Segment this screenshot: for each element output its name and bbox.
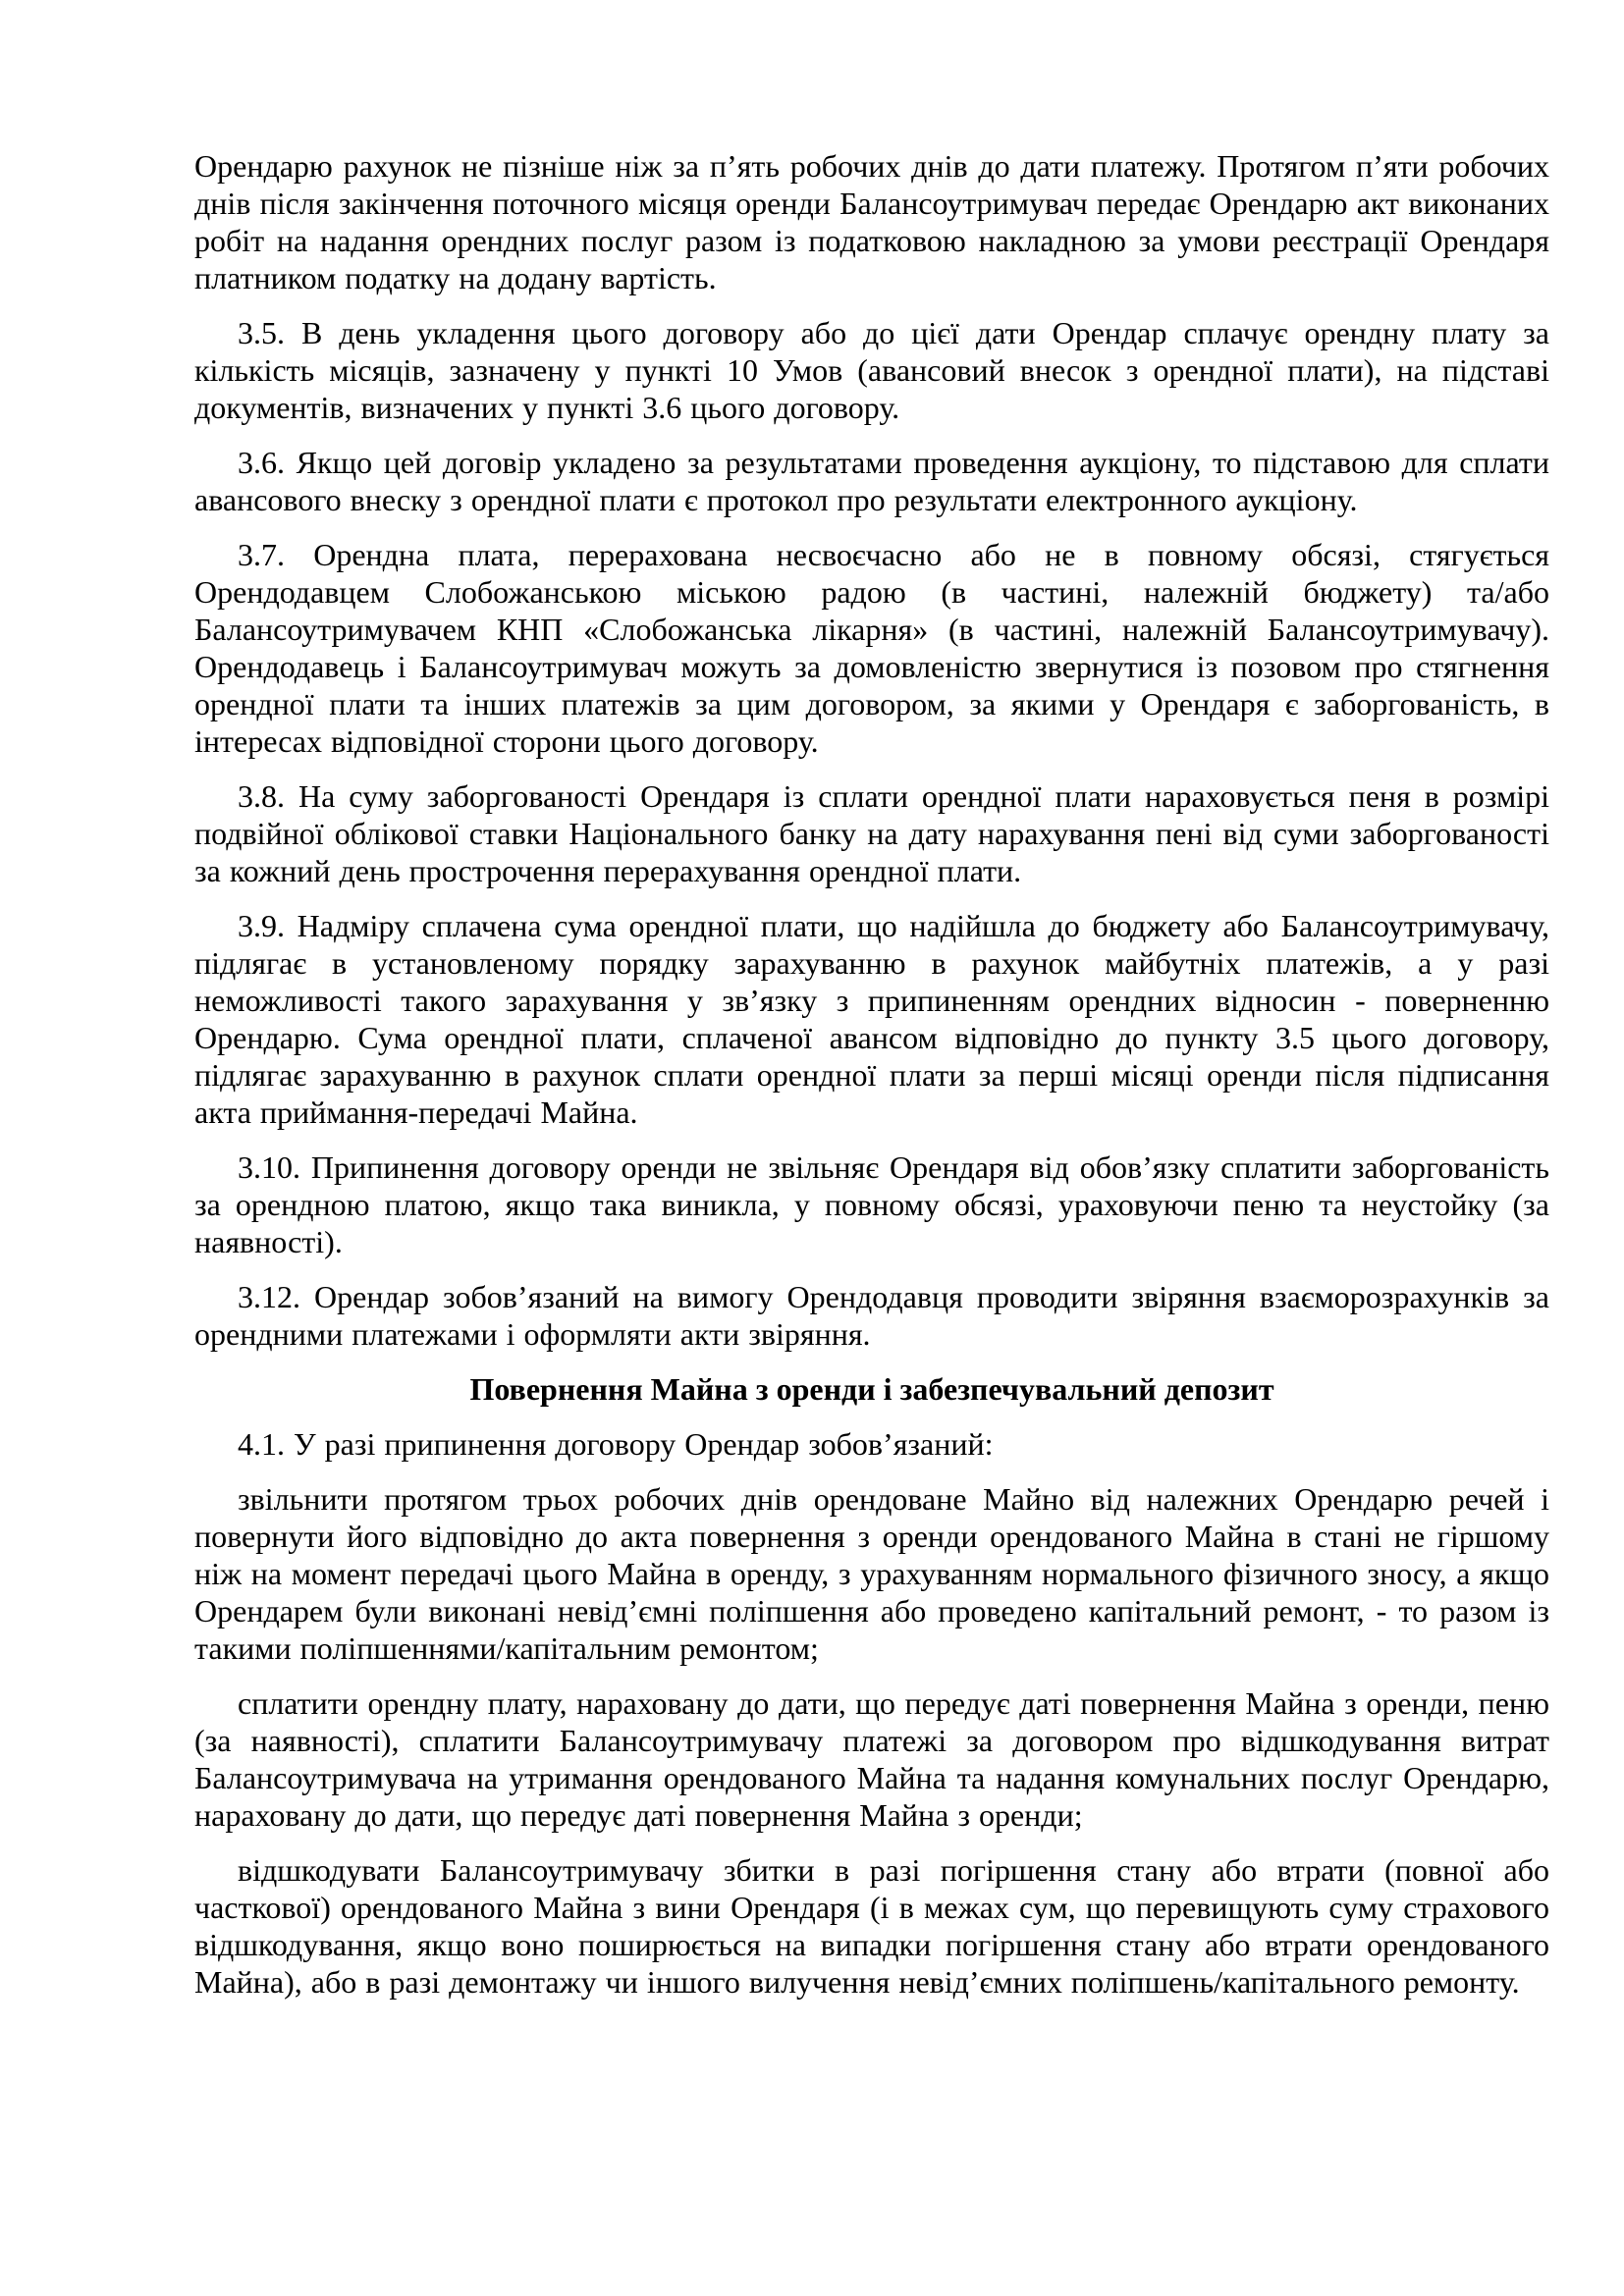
paragraph-3-6: 3.6. Якщо цей договір укладено за результатами проведення аукціону, то підставою для сплати авансового внеску з орендної плати є протокол про результати електронного аукціону.	[194, 445, 1549, 517]
paragraph-4-1: 4.1. У разі припинення договору Орендар зобов’язаний:	[238, 1426, 994, 1462]
paragraph-3-9: 3.9. Надміру сплачена сума орендної плати, що надійшла до бюджету або Балансоутримувачу, підлягає в установленому порядку зарахуванню в рахунок майбутніх платежів, а у разі неможливості такого зарахування у зв’язку з припиненням орендних відносин - поверненню Орендарю. Сума орендної плати, сплаченої авансом відповідно до пункту 3.5 цього договору, підлягає зарахуванню в рахунок сплати орендної плати за перші місяці оренди після підписання акта приймання-передачі Майна.	[194, 908, 1549, 1130]
paragraph-release-property: звільнити протягом трьох робочих днів орендоване Майно від належних Орендарю речей і повернути його відповідно до акта повернення з оренди орендованого Майна в стані не гіршому ніж на момент передачі цього Майна в оренду, з урахуванням нормального фізичного зносу, а якщо Орендарем були виконані невід’ємні поліпшення або проведено капітальний ремонт, - то разом із такими поліпшеннями/капітальним ремонтом;	[194, 1481, 1549, 1666]
section-heading-return-of-property: Повернення Майна з оренди і забезпечувальний депозит	[469, 1371, 1274, 1407]
paragraph-3-8: 3.8. На суму заборгованості Орендаря із сплати орендної плати нараховується пеня в розмірі подвійної облікової ставки Національного банку на дату нарахування пені від суми заборгованості за кожний день прострочення перерахування орендної плати.	[194, 778, 1549, 888]
paragraph-3-12: 3.12. Орендар зобов’язаний на вимогу Орендодавця проводити звіряння взаєморозрахунків за орендними платежами і оформляти акти звіряння.	[194, 1279, 1549, 1352]
paragraph-continuation: Орендарю рахунок не пізніше ніж за п’ять робочих днів до дати платежу. Протягом п’яти робочих днів після закінчення поточного місяця оренди Балансоутримувач передає Орендарю акт виконаних робіт на надання орендних послуг разом із податковою накладною за умови реєстрації Орендаря платником податку на додану вартість.	[194, 148, 1549, 295]
paragraph-3-10: 3.10. Припинення договору оренди не звільняє Орендаря від обов’язку сплатити заборгованість за орендною платою, якщо така виникла, у повному обсязі, ураховуючи пеню та неустойку (за наявності).	[194, 1149, 1549, 1259]
paragraph-pay-rent: сплатити орендну плату, нараховану до дати, що передує даті повернення Майна з оренди, пеню (за наявності), сплатити Балансоутримувачу платежі за договором про відшкодування витрат Балансоутримувача на утримання орендованого Майна та надання комунальних послуг Орендарю, нараховану до дати, що передує даті повернення Майна з оренди;	[194, 1685, 1549, 1833]
paragraph-compensate-losses: відшкодувати Балансоутримувачу збитки в разі погіршення стану або втрати (повної або часткової) орендованого Майна з вини Орендаря (і в межах сум, що перевищують суму страхового відшкодування, якщо воно поширюється на випадки погіршення стану або втрати орендованого Майна), або в разі демонтажу чи іншого вилучення невід’ємних поліпшень/капітального ремонту.	[194, 1852, 1549, 2000]
paragraph-3-5: 3.5. В день укладення цього договору або до цієї дати Орендар сплачує орендну плату за кількість місяців, зазначену у пункті 10 Умов (авансовий внесок з орендної плати), на підставі документів, визначених у пункті 3.6 цього договору.	[194, 315, 1549, 425]
paragraph-3-7: 3.7. Орендна плата, перерахована несвоєчасно або не в повному обсязі, стягується Орендодавцем Слобожанською міською радою (в частині, належній бюджету) та/або Балансоутримувачем КНП «Слобожанська лікарня» (в частині, належній Балансоутримувачу). Орендодавець і Балансоутримувач можуть за домовленістю звернутися із позовом про стягнення орендної плати та інших платежів за цим договором, за якими у Орендаря є заборгованість, в інтересах відповідної сторони цього договору.	[194, 537, 1549, 759]
